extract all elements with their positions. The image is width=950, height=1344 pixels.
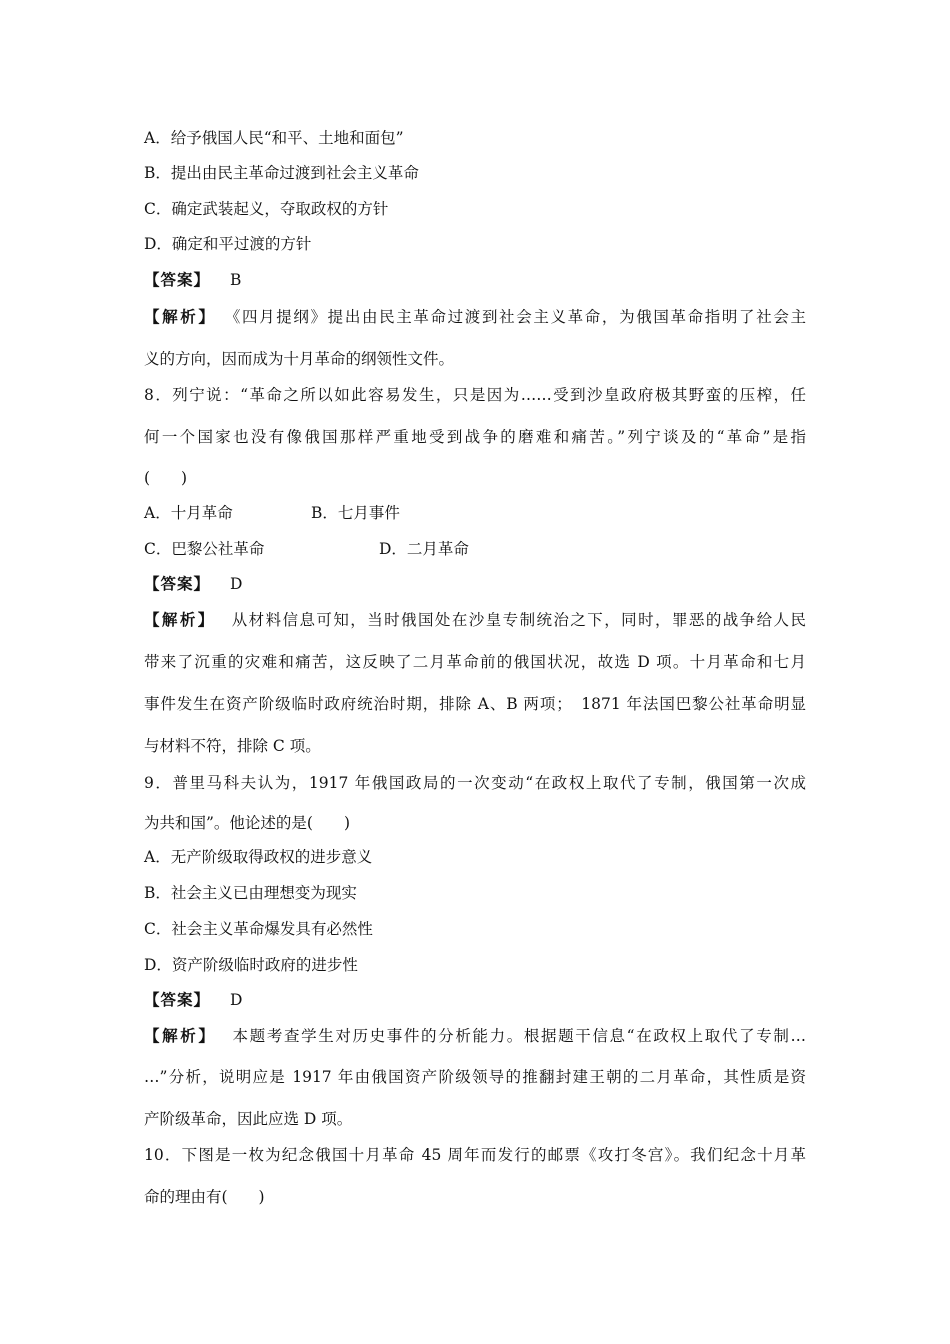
- q9-option-d: D．资产阶级临时政府的进步性: [144, 956, 358, 974]
- q7-analysis-line-1: [144, 306, 806, 328]
- analysis-tag: 【解析】: [144, 1026, 217, 1045]
- q8-analysis-line-1: [144, 609, 806, 631]
- analysis-tag: 【解析】: [144, 307, 217, 326]
- q7-option-b: B．提出由民主革命过渡到社会主义革命: [144, 164, 419, 182]
- answer-value: D: [230, 575, 243, 593]
- q7-answer-line: [144, 269, 241, 291]
- q8-option-d: D．二月革命: [379, 540, 469, 558]
- answer-tag: 【答案】: [144, 270, 211, 289]
- analysis-text: 《四月提纲》提出由民主革命过渡到社会主义革命，为俄国革命指明了社会主: [232, 308, 806, 326]
- q8-stem-line-3: ( ): [144, 469, 188, 487]
- answer-value: D: [230, 991, 243, 1009]
- q7-analysis-line-2: 义的方向，因而成为十月革命的纲领性文件。: [144, 350, 455, 368]
- q10-stem-line-2: 命的理由有( ): [144, 1188, 265, 1206]
- q8-analysis-line-4: 与材料不符，排除 C 项。: [144, 737, 321, 755]
- q8-analysis-line-3: 事件发生在资产阶级临时政府统治时期，排除 A、B 两项； 1871 年法国巴黎公社革命明显: [144, 695, 806, 713]
- answer-tag: 【答案】: [144, 990, 211, 1009]
- q8-stem-line-1: 8．列宁说：“革命之所以如此容易发生，只是因为……受到沙皇政府极其野蛮的压榨，任: [144, 386, 806, 404]
- analysis-tag: 【解析】: [144, 610, 216, 629]
- q9-option-b: B．社会主义已由理想变为现实: [144, 884, 357, 902]
- q9-stem-line-2: 为共和国”。他论述的是( ): [144, 814, 351, 832]
- q8-answer-line: [144, 573, 242, 595]
- q8-option-a: A．十月革命: [144, 504, 233, 522]
- q9-stem-line-1: 9．普里马科夫认为，1917 年俄国政局的一次变动“在政权上取代了专制，俄国第一次成: [144, 774, 806, 792]
- q9-answer-line: [144, 989, 242, 1011]
- q8-option-b: B．七月事件: [311, 504, 400, 522]
- q8-analysis-line-2: 带来了沉重的灾难和痛苦，这反映了二月革命前的俄国状况，故选 D 项。十月革命和七月: [144, 653, 806, 671]
- q10-stem-line-1: 10．下图是一枚为纪念俄国十月革命 45 周年而发行的邮票《攻打冬宫》。我们纪念十月革: [144, 1146, 806, 1164]
- q7-option-d: D．确定和平过渡的方针: [144, 235, 312, 253]
- analysis-text: 从材料信息可知，当时俄国处在沙皇专制统治之下，同时，罪恶的战争给人民: [231, 611, 806, 629]
- q9-analysis-line-3: 产阶级革命，因此应选 D 项。: [144, 1110, 353, 1128]
- q7-option-a: A．给予俄国人民“和平、土地和面包”: [144, 129, 404, 147]
- q8-stem-line-2: 何一个国家也没有像俄国那样严重地受到战争的磨难和痛苦。”列宁谈及的“革命”是指: [144, 428, 806, 446]
- q9-analysis-line-2: …”分析，说明应是 1917 年由俄国资产阶级领导的推翻封建王朝的二月革命，其性质是资: [144, 1068, 806, 1086]
- q8-option-c: C．巴黎公社革命: [144, 540, 265, 558]
- q7-option-c: C．确定武装起义，夺取政权的方针: [144, 200, 389, 218]
- answer-tag: 【答案】: [144, 574, 211, 593]
- q9-analysis-line-1: [144, 1025, 806, 1047]
- q9-option-c: C．社会主义革命爆发具有必然性: [144, 920, 373, 938]
- answer-value: B: [230, 271, 242, 289]
- analysis-text: 本题考查学生对历史事件的分析能力。根据题干信息“在政权上取代了专制…: [232, 1027, 806, 1045]
- q9-option-a: A．无产阶级取得政权的进步意义: [144, 848, 373, 866]
